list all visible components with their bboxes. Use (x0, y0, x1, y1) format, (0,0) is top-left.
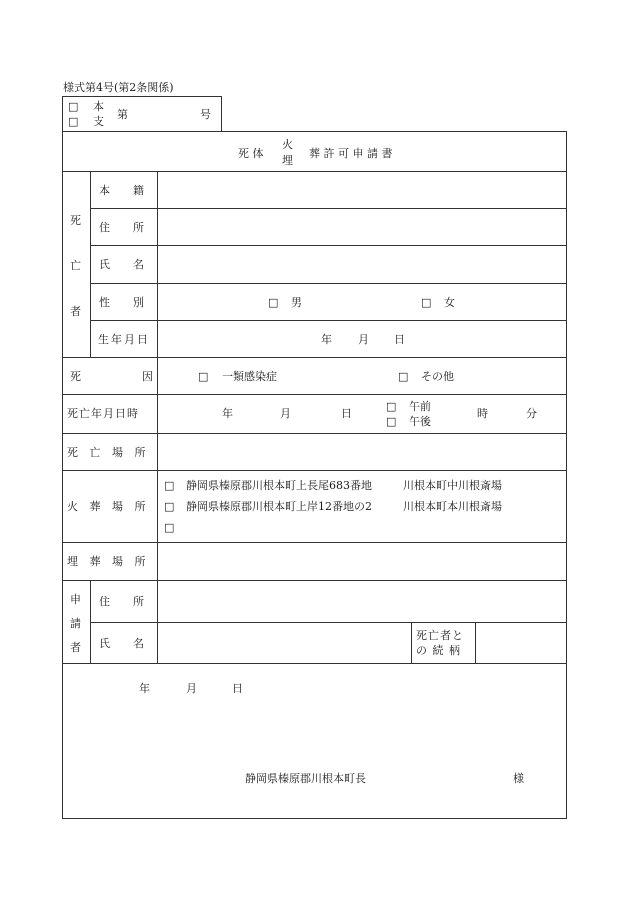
footer-month-label: 月 (186, 682, 197, 695)
branch-checkbox[interactable]: □ (68, 115, 79, 128)
relation-field[interactable] (476, 623, 566, 662)
death-month-label: 月 (280, 407, 291, 420)
male-checkbox[interactable]: □ (268, 296, 279, 309)
dai-label: 第 (117, 108, 128, 121)
branch-label: 支 (93, 115, 104, 128)
death-year-label: 年 (222, 407, 233, 420)
deceased-address-field[interactable] (158, 209, 566, 244)
crematorium-other-checkbox[interactable]: □ (164, 521, 175, 534)
mayor-title: 静岡県榛原郡川根本町長 (245, 772, 366, 785)
gou-label: 号 (200, 108, 211, 121)
applicant-name-field[interactable] (158, 623, 410, 662)
honorific-label: 様 (513, 772, 524, 785)
death-datetime-label: 死亡年月日時 (67, 407, 139, 420)
burial-place-field[interactable] (158, 543, 566, 579)
title-cremation-char: 火 (282, 138, 293, 151)
rule (411, 622, 412, 663)
am-checkbox[interactable]: □ (386, 400, 397, 413)
honseki-field[interactable] (158, 172, 566, 207)
applicant-group-1: 申 (70, 593, 81, 606)
crematorium-1-name: 川根本町中川根斎場 (403, 479, 502, 492)
applicant-address-field[interactable] (158, 581, 566, 621)
main-checkbox[interactable]: □ (68, 100, 79, 113)
pm-checkbox[interactable]: □ (386, 415, 397, 428)
crematorium-1-checkbox[interactable]: □ (164, 479, 175, 492)
sex-label: 性 別 (99, 296, 150, 309)
birthdate-label: 生年月日 (98, 333, 150, 346)
deceased-group-2: 亡 (70, 259, 81, 272)
infectious-checkbox[interactable]: □ (198, 370, 209, 383)
rule (90, 171, 91, 357)
crematorium-2-name: 川根本町本川根斎場 (403, 500, 502, 513)
main-label: 本 (93, 100, 104, 113)
other-cause-checkbox[interactable]: □ (398, 370, 409, 383)
crematorium-2-address: 静岡県榛原郡川根本町上岸12番地の2 (186, 500, 372, 513)
female-checkbox[interactable]: □ (421, 296, 432, 309)
rule (62, 394, 567, 395)
applicant-name-label: 氏 名 (99, 637, 150, 650)
am-label: 午前 (409, 400, 431, 413)
rule (62, 357, 567, 358)
birth-year-label: 年 (321, 333, 332, 346)
infectious-label: 一類感染症 (222, 370, 277, 383)
title-burial-char: 埋 (282, 154, 293, 167)
title-right: 葬 許 可 申 請 書 (309, 147, 393, 160)
license-number-field[interactable] (132, 102, 198, 124)
rule (62, 663, 567, 664)
footer-year-label: 年 (139, 682, 150, 695)
title-left: 死 体 (238, 147, 264, 160)
deceased-group-3: 者 (70, 305, 81, 318)
honseki-label: 本 籍 (99, 184, 150, 197)
applicant-group-3: 者 (70, 641, 81, 654)
crematorium-1-address: 静岡県榛原郡川根本町上長尾683番地 (186, 479, 372, 492)
applicant-group-2: 請 (70, 617, 81, 630)
deceased-name-label: 氏 名 (99, 258, 150, 271)
birth-month-label: 月 (358, 333, 369, 346)
cause-label-b: 因 (142, 370, 153, 383)
other-cause-label: その他 (421, 370, 454, 383)
death-day-label: 日 (341, 407, 352, 420)
burial-place-label: 埋 葬 場 所 (67, 555, 150, 568)
deceased-address-label: 住 所 (99, 221, 150, 234)
pm-label: 午後 (409, 415, 431, 428)
crematorium-other-field[interactable] (180, 518, 560, 538)
crematorium-2-checkbox[interactable]: □ (164, 500, 175, 513)
cremation-place-label: 火 葬 場 所 (67, 500, 150, 513)
rule (62, 470, 567, 471)
rule (90, 580, 91, 663)
relation-label-2: の 続 柄 (416, 644, 461, 657)
rule (90, 320, 567, 321)
male-label: 男 (291, 296, 302, 309)
deceased-name-field[interactable] (158, 246, 566, 282)
deceased-group-1: 死 (70, 214, 81, 227)
relation-label-1: 死亡者と (416, 629, 464, 642)
form-code: 様式第4号(第2条関係) (63, 81, 174, 94)
death-place-label: 死 亡 場 所 (67, 446, 150, 459)
footer-day-label: 日 (232, 682, 243, 695)
applicant-address-label: 住 所 (99, 595, 150, 608)
hour-label: 時 (477, 407, 488, 420)
rule (90, 283, 567, 284)
female-label: 女 (444, 296, 455, 309)
birth-day-label: 日 (394, 333, 405, 346)
cause-label-a: 死 (70, 370, 81, 383)
death-place-field[interactable] (158, 434, 566, 469)
minute-label: 分 (526, 407, 537, 420)
